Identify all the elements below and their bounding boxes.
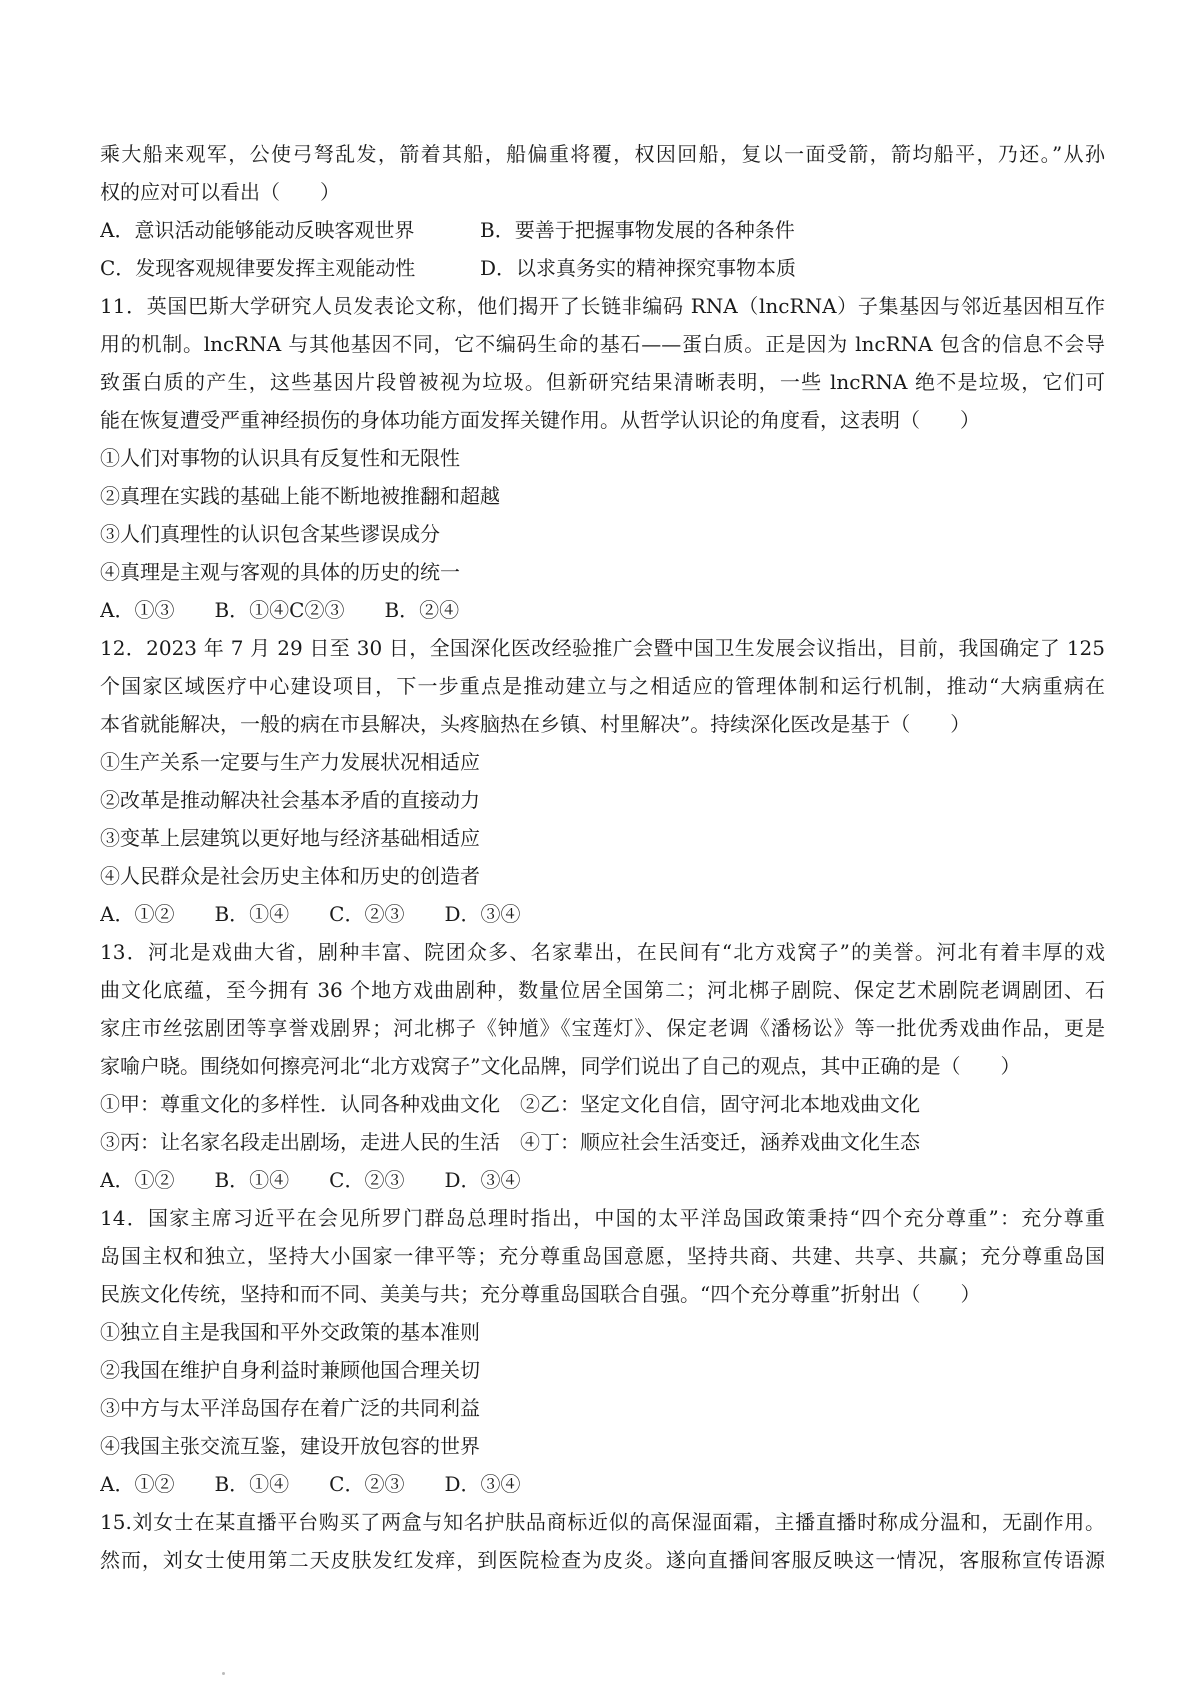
- answer-options: A．①② B．①④ C．②③ D．③④: [100, 902, 521, 926]
- statement-4: ④真理是主观与客观的具体的历史的统一: [100, 560, 460, 584]
- text-line: 本省就能解决，一般的病在市县解决，头疼脑热在乡镇、村里解决”。持续深化医改是基于（ ）: [100, 712, 971, 736]
- text-line: 权的应对可以看出（ ）: [100, 180, 340, 204]
- question-13-stem: 13．河北是戏曲大省，剧种丰富、院团众多、名家辈出，在民间有“北方戏窝子”的美誉。河北有着丰厚的戏: [100, 940, 1105, 964]
- text-line: 用的机制。lncRNA 与其他基因不同，它不编码生命的基石——蛋白质。正是因为 lncRNA 包含的信息不会导: [100, 332, 1105, 356]
- text-line: 乘大船来观军，公使弓弩乱发，箭着其船，船偏重将覆，权因回船，复以一面受箭，箭均船平，乃还。”从孙: [100, 142, 1105, 166]
- answer-options: A．①③ B．①④C②③ B．②④: [100, 598, 460, 622]
- text-line: 曲文化底蕴，至今拥有 36 个地方戏曲剧种，数量位居全国第二；河北梆子剧院、保定艺术剧院老调剧团、石: [100, 978, 1105, 1002]
- statement-1: ①独立自主是我国和平外交政策的基本准则: [100, 1320, 480, 1344]
- footer-mark: [222, 1672, 225, 1675]
- text-line: 民族文化传统，坚持和而不同、美美与共；充分尊重岛国联合自强。“四个充分尊重”折射出（ ）: [100, 1282, 981, 1306]
- option-row: [100, 211, 1105, 249]
- text-line: 家庄市丝弦剧团等享誉戏剧界；河北梆子《钟馗》《宝莲灯》、保定老调《潘杨讼》等一批优秀戏曲作品，更是: [100, 1016, 1105, 1040]
- text-line: 致蛋白质的产生，这些基因片段曾被视为垃圾。但新研究结果清晰表明，一些 lncRNA 绝不是垃圾，它们可: [100, 370, 1105, 394]
- statement-3: ③人们真理性的认识包含某些谬误成分: [100, 522, 440, 546]
- question-12-stem: 12．2023 年 7 月 29 日至 30 日，全国深化医改经验推广会暨中国卫生发展会议指出，目前，我国确定了 125: [100, 636, 1105, 660]
- statement-4: ④人民群众是社会历史主体和历史的创造者: [100, 864, 480, 888]
- option-c: C．发现客观规律要发挥主观能动性: [100, 256, 416, 280]
- statement-pair: ③丙：让名家名段走出剧场，走进人民的生活 ④丁：顺应社会生活变迁，涵养戏曲文化生态: [100, 1130, 920, 1154]
- question-15-stem: 15.刘女士在某直播平台购买了两盒与知名护肤品商标近似的高保湿面霜，主播直播时称成分温和，无副作用。: [100, 1510, 1105, 1534]
- statement-2: ②真理在实践的基础上能不断地被推翻和超越: [100, 484, 500, 508]
- question-11-stem: 11．英国巴斯大学研究人员发表论文称，他们揭开了长链非编码 RNA（lncRNA）子集基因与邻近基因相互作: [100, 294, 1105, 318]
- text-line: 然而，刘女士使用第二天皮肤发红发痒，到医院检查为皮炎。遂向直播间客服反映这一情况，客服称宣传语源: [100, 1548, 1105, 1572]
- text-line: 家喻户晓。围绕如何擦亮河北“北方戏窝子”文化品牌，同学们说出了自己的观点，其中正确的是（ ）: [100, 1054, 1021, 1078]
- answer-options: A．①② B．①④ C．②③ D．③④: [100, 1472, 521, 1496]
- text-line: 个国家区域医疗中心建设项目，下一步重点是推动建立与之相适应的管理体制和运行机制，推动“大病重病在: [100, 674, 1105, 698]
- statement-2: ②我国在维护自身利益时兼顾他国合理关切: [100, 1358, 480, 1382]
- text-line: 岛国主权和独立，坚持大小国家一律平等；充分尊重岛国意愿，坚持共商、共建、共享、共赢；充分尊重岛国: [100, 1244, 1105, 1268]
- statement-2: ②改革是推动解决社会基本矛盾的直接动力: [100, 788, 480, 812]
- option-a: A．意识活动能够能动反映客观世界: [100, 218, 415, 242]
- statement-3: ③变革上层建筑以更好地与经济基础相适应: [100, 826, 480, 850]
- question-14-stem: 14．国家主席习近平在会见所罗门群岛总理时指出，中国的太平洋岛国政策秉持“四个充分尊重”：充分尊重: [100, 1206, 1105, 1230]
- statement-pair: ①甲：尊重文化的多样性．认同各种戏曲文化 ②乙：坚定文化自信，固守河北本地戏曲文化: [100, 1092, 920, 1116]
- page-content: [100, 135, 1105, 1579]
- text-line: 能在恢复遭受严重神经损伤的身体功能方面发挥关键作用。从哲学认识论的角度看，这表明（ ）: [100, 408, 980, 432]
- option-row: [100, 249, 1105, 287]
- statement-1: ①生产关系一定要与生产力发展状况相适应: [100, 750, 480, 774]
- statement-3: ③中方与太平洋岛国存在着广泛的共同利益: [100, 1396, 480, 1420]
- option-b: B．要善于把握事物发展的各种条件: [480, 218, 795, 242]
- answer-options: A．①② B．①④ C．②③ D．③④: [100, 1168, 521, 1192]
- statement-4: ④我国主张交流互鉴，建设开放包容的世界: [100, 1434, 480, 1458]
- option-d: D．以求真务实的精神探究事物本质: [480, 256, 797, 280]
- statement-1: ①人们对事物的认识具有反复性和无限性: [100, 446, 460, 470]
